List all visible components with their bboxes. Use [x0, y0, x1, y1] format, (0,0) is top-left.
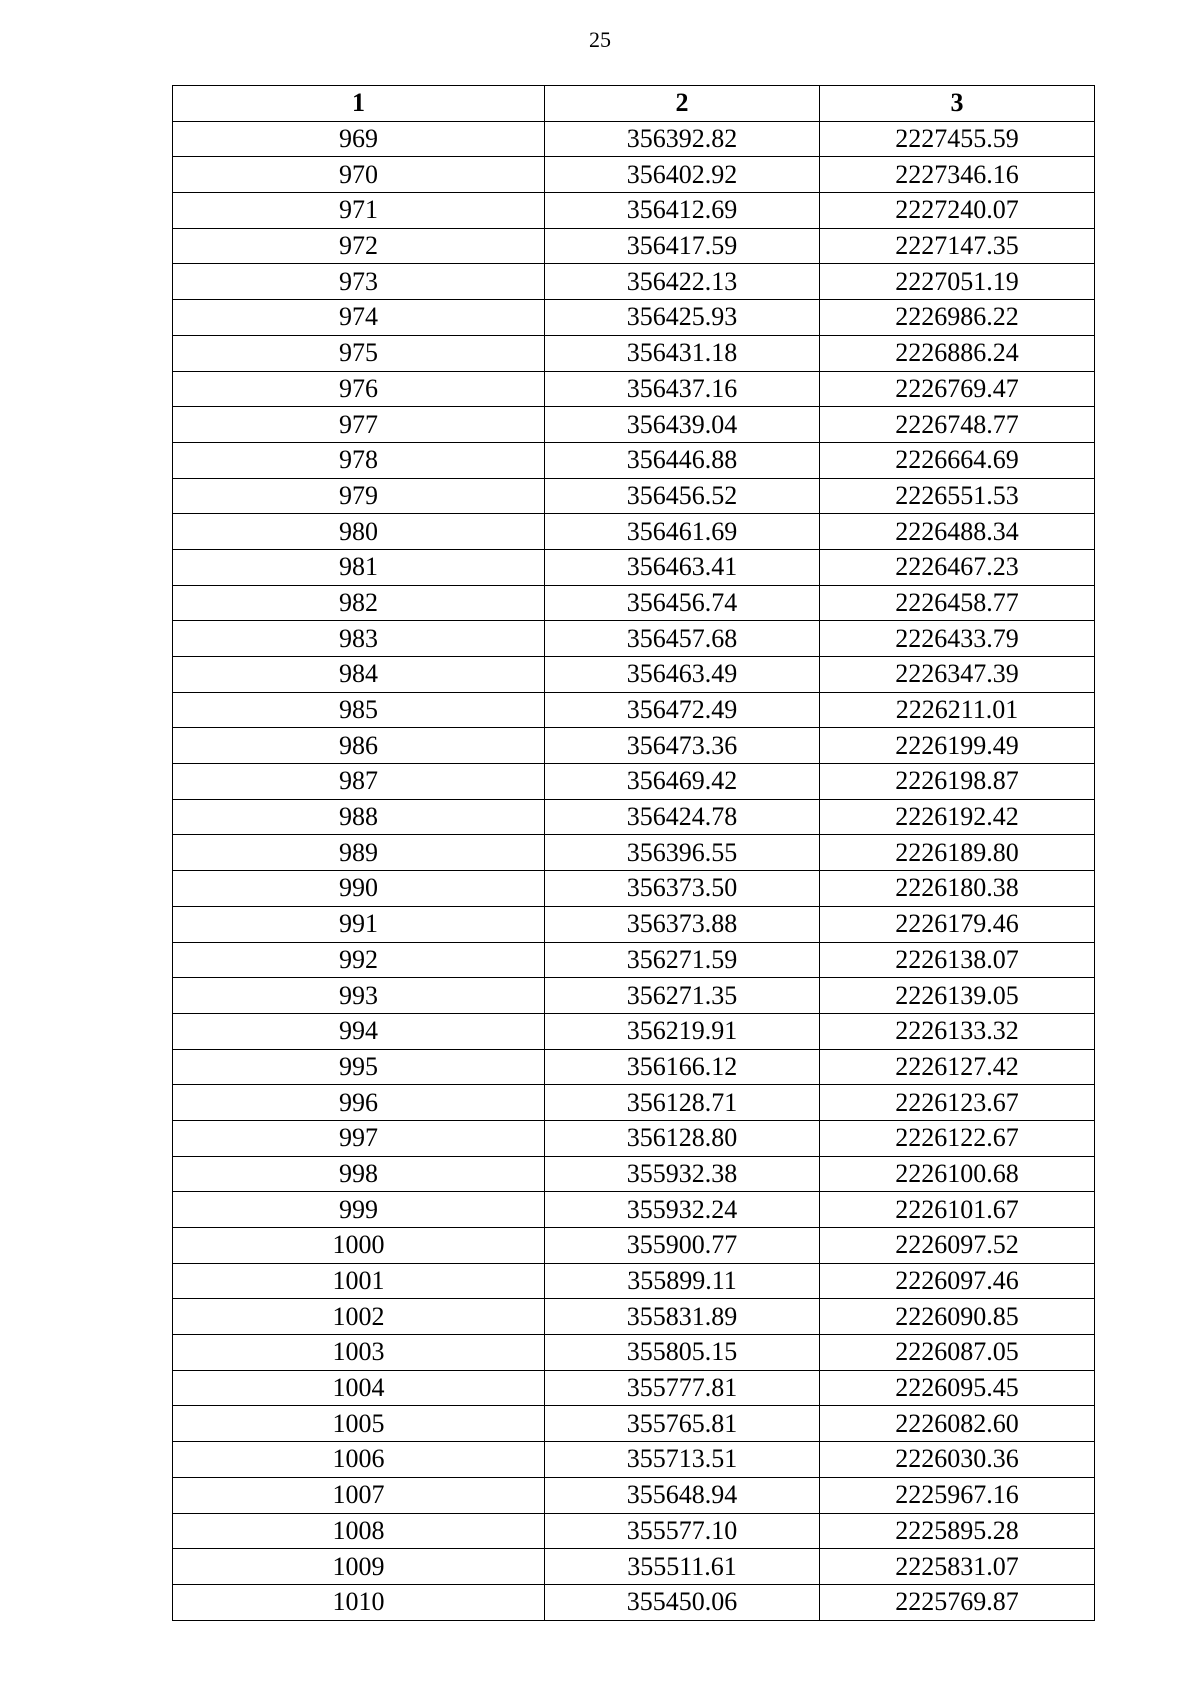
- table-cell-col-2: 355765.81: [545, 1406, 820, 1442]
- table-cell-col-3: 2226458.77: [820, 585, 1095, 621]
- table-cell-col-3: 2225831.07: [820, 1549, 1095, 1585]
- table-row: [173, 1049, 1095, 1085]
- table-cell-col-3: 2226769.47: [820, 371, 1095, 407]
- table-cell-col-2: 356456.52: [545, 478, 820, 514]
- table-cell-col-2: 356396.55: [545, 835, 820, 871]
- table-row: [173, 1120, 1095, 1156]
- table-cell-col-1: 977: [173, 407, 545, 443]
- table-cell-col-3: 2226133.32: [820, 1013, 1095, 1049]
- table-cell-col-1: 1000: [173, 1228, 545, 1264]
- table-cell-col-2: 356439.04: [545, 407, 820, 443]
- table-cell-col-2: 356271.35: [545, 978, 820, 1014]
- table-cell-col-1: 986: [173, 728, 545, 764]
- table-cell-col-2: 355805.15: [545, 1335, 820, 1371]
- table-cell-col-3: 2226433.79: [820, 621, 1095, 657]
- table-row: [173, 585, 1095, 621]
- table-row: [173, 1085, 1095, 1121]
- table-row: [173, 692, 1095, 728]
- table-row: [173, 764, 1095, 800]
- table-cell-col-1: 1005: [173, 1406, 545, 1442]
- table-cell-col-3: 2226199.49: [820, 728, 1095, 764]
- table-cell-col-2: 356271.59: [545, 942, 820, 978]
- table-cell-col-3: 2227051.19: [820, 264, 1095, 300]
- table-row: [173, 1513, 1095, 1549]
- page-number: 25: [589, 27, 611, 52]
- table-row: [173, 835, 1095, 871]
- table-cell-col-3: 2226090.85: [820, 1299, 1095, 1335]
- table-cell-col-3: 2226664.69: [820, 442, 1095, 478]
- table-cell-col-2: 355713.51: [545, 1442, 820, 1478]
- table-cell-col-2: 356425.93: [545, 300, 820, 336]
- table-row: [173, 549, 1095, 585]
- table-cell-col-1: 973: [173, 264, 545, 300]
- table-cell-col-1: 976: [173, 371, 545, 407]
- table-cell-col-1: 995: [173, 1049, 545, 1085]
- table-cell-col-2: 356472.49: [545, 692, 820, 728]
- table-cell-col-3: 2227346.16: [820, 157, 1095, 193]
- table-cell-col-2: 356463.41: [545, 549, 820, 585]
- table-cell-col-1: 1009: [173, 1549, 545, 1585]
- table-cell-col-3: 2226192.42: [820, 799, 1095, 835]
- table-cell-col-2: 356166.12: [545, 1049, 820, 1085]
- table-cell-col-2: 356424.78: [545, 799, 820, 835]
- table-cell-col-3: 2226211.01: [820, 692, 1095, 728]
- table-cell-col-3: 2226101.67: [820, 1192, 1095, 1228]
- table-cell-col-3: 2226100.68: [820, 1156, 1095, 1192]
- table-cell-col-3: 2226180.38: [820, 871, 1095, 907]
- table-row: [173, 228, 1095, 264]
- table-row: [173, 1477, 1095, 1513]
- table-row: [173, 335, 1095, 371]
- column-header-1: 1: [173, 86, 545, 122]
- table-cell-col-2: 356457.68: [545, 621, 820, 657]
- table-cell-col-2: 356446.88: [545, 442, 820, 478]
- column-header-2: 2: [545, 86, 820, 122]
- table-row: [173, 1335, 1095, 1371]
- table-row: [173, 371, 1095, 407]
- table-cell-col-2: 355932.24: [545, 1192, 820, 1228]
- table-cell-col-1: 1008: [173, 1513, 545, 1549]
- table-cell-col-1: 980: [173, 514, 545, 550]
- table-row: [173, 1228, 1095, 1264]
- table-row: [173, 1156, 1095, 1192]
- table-cell-col-2: 355450.06: [545, 1584, 820, 1620]
- table-cell-col-2: 356456.74: [545, 585, 820, 621]
- table-cell-col-1: 972: [173, 228, 545, 264]
- table-row: [173, 942, 1095, 978]
- table-cell-col-2: 356128.71: [545, 1085, 820, 1121]
- table-row: [173, 799, 1095, 835]
- table-cell-col-2: 355831.89: [545, 1299, 820, 1335]
- table-cell-col-2: 355648.94: [545, 1477, 820, 1513]
- table-row: [173, 1370, 1095, 1406]
- table-row: [173, 871, 1095, 907]
- table-row: [173, 1584, 1095, 1620]
- table-cell-col-2: 356469.42: [545, 764, 820, 800]
- table-cell-col-2: 356463.49: [545, 657, 820, 693]
- table-cell-col-1: 1003: [173, 1335, 545, 1371]
- table-cell-col-2: 356461.69: [545, 514, 820, 550]
- table-cell-col-1: 979: [173, 478, 545, 514]
- table-cell-col-2: 356431.18: [545, 335, 820, 371]
- coordinates-table: [172, 85, 1095, 1621]
- table-cell-col-3: 2226139.05: [820, 978, 1095, 1014]
- table-cell-col-3: 2226179.46: [820, 906, 1095, 942]
- table-cell-col-1: 998: [173, 1156, 545, 1192]
- table-row: [173, 978, 1095, 1014]
- table-row: [173, 407, 1095, 443]
- table-cell-col-3: 2226986.22: [820, 300, 1095, 336]
- table-cell-col-2: 356417.59: [545, 228, 820, 264]
- table-cell-col-2: 355932.38: [545, 1156, 820, 1192]
- table-cell-col-2: 356422.13: [545, 264, 820, 300]
- table-cell-col-1: 990: [173, 871, 545, 907]
- table-cell-col-2: 355899.11: [545, 1263, 820, 1299]
- table-cell-col-1: 1007: [173, 1477, 545, 1513]
- table-row: [173, 621, 1095, 657]
- table-body: [173, 121, 1095, 1620]
- table-cell-col-3: 2226467.23: [820, 549, 1095, 585]
- table-cell-col-3: 2226095.45: [820, 1370, 1095, 1406]
- table-cell-col-3: 2226886.24: [820, 335, 1095, 371]
- table-row: [173, 1442, 1095, 1478]
- table-cell-col-1: 993: [173, 978, 545, 1014]
- table-cell-col-1: 978: [173, 442, 545, 478]
- column-header-3: 3: [820, 86, 1095, 122]
- table-cell-col-1: 989: [173, 835, 545, 871]
- table-header-row: [173, 86, 1095, 122]
- table-cell-col-2: 356373.50: [545, 871, 820, 907]
- table-cell-col-3: 2227147.35: [820, 228, 1095, 264]
- table-row: [173, 442, 1095, 478]
- table-cell-col-1: 999: [173, 1192, 545, 1228]
- table-cell-col-2: 356412.69: [545, 193, 820, 229]
- table-cell-col-1: 987: [173, 764, 545, 800]
- table-cell-col-3: 2227455.59: [820, 121, 1095, 157]
- table-cell-col-1: 1006: [173, 1442, 545, 1478]
- table-cell-col-3: 2226123.67: [820, 1085, 1095, 1121]
- table-cell-col-3: 2226488.34: [820, 514, 1095, 550]
- table-cell-col-1: 1001: [173, 1263, 545, 1299]
- table-cell-col-3: 2226127.42: [820, 1049, 1095, 1085]
- table-cell-col-2: 355577.10: [545, 1513, 820, 1549]
- table-cell-col-1: 1010: [173, 1584, 545, 1620]
- table-row: [173, 264, 1095, 300]
- table-cell-col-1: 991: [173, 906, 545, 942]
- table-cell-col-3: 2226097.46: [820, 1263, 1095, 1299]
- table-cell-col-1: 985: [173, 692, 545, 728]
- table-cell-col-2: 355900.77: [545, 1228, 820, 1264]
- table-row: [173, 193, 1095, 229]
- table-cell-col-3: 2226347.39: [820, 657, 1095, 693]
- table-cell-col-1: 981: [173, 549, 545, 585]
- table-cell-col-3: 2226087.05: [820, 1335, 1095, 1371]
- table-cell-col-1: 982: [173, 585, 545, 621]
- table-cell-col-1: 992: [173, 942, 545, 978]
- table-cell-col-2: 356392.82: [545, 121, 820, 157]
- table-cell-col-2: 356473.36: [545, 728, 820, 764]
- table-row: [173, 514, 1095, 550]
- table-cell-col-2: 356128.80: [545, 1120, 820, 1156]
- table-cell-col-1: 969: [173, 121, 545, 157]
- table-cell-col-1: 1004: [173, 1370, 545, 1406]
- table-cell-col-3: 2226189.80: [820, 835, 1095, 871]
- table-cell-col-2: 355511.61: [545, 1549, 820, 1585]
- table-row: [173, 1263, 1095, 1299]
- table-cell-col-3: 2225895.28: [820, 1513, 1095, 1549]
- table-cell-col-1: 988: [173, 799, 545, 835]
- table-cell-col-1: 970: [173, 157, 545, 193]
- table-cell-col-1: 975: [173, 335, 545, 371]
- table-cell-col-3: 2226748.77: [820, 407, 1095, 443]
- table-cell-col-1: 997: [173, 1120, 545, 1156]
- table-cell-col-3: 2225967.16: [820, 1477, 1095, 1513]
- table-cell-col-1: 1002: [173, 1299, 545, 1335]
- table-cell-col-3: 2227240.07: [820, 193, 1095, 229]
- table-row: [173, 1013, 1095, 1049]
- table-row: [173, 478, 1095, 514]
- table-cell-col-1: 974: [173, 300, 545, 336]
- table-cell-col-3: 2226198.87: [820, 764, 1095, 800]
- table-row: [173, 1299, 1095, 1335]
- table-cell-col-2: 356219.91: [545, 1013, 820, 1049]
- table-row: [173, 1406, 1095, 1442]
- table-cell-col-3: 2225769.87: [820, 1584, 1095, 1620]
- table-cell-col-2: 356402.92: [545, 157, 820, 193]
- table-cell-col-3: 2226030.36: [820, 1442, 1095, 1478]
- table-row: [173, 157, 1095, 193]
- table-row: [173, 300, 1095, 336]
- table-cell-col-2: 356373.88: [545, 906, 820, 942]
- table-cell-col-1: 996: [173, 1085, 545, 1121]
- table-row: [173, 1549, 1095, 1585]
- table-row: [173, 657, 1095, 693]
- table-row: [173, 906, 1095, 942]
- table-cell-col-2: 355777.81: [545, 1370, 820, 1406]
- table-row: [173, 121, 1095, 157]
- table-cell-col-3: 2226097.52: [820, 1228, 1095, 1264]
- table-cell-col-2: 356437.16: [545, 371, 820, 407]
- table-cell-col-3: 2226138.07: [820, 942, 1095, 978]
- table-cell-col-3: 2226551.53: [820, 478, 1095, 514]
- table-cell-col-1: 983: [173, 621, 545, 657]
- table-cell-col-3: 2226082.60: [820, 1406, 1095, 1442]
- table-row: [173, 1192, 1095, 1228]
- table-cell-col-1: 984: [173, 657, 545, 693]
- table-cell-col-1: 971: [173, 193, 545, 229]
- table-cell-col-3: 2226122.67: [820, 1120, 1095, 1156]
- table-cell-col-1: 994: [173, 1013, 545, 1049]
- table-row: [173, 728, 1095, 764]
